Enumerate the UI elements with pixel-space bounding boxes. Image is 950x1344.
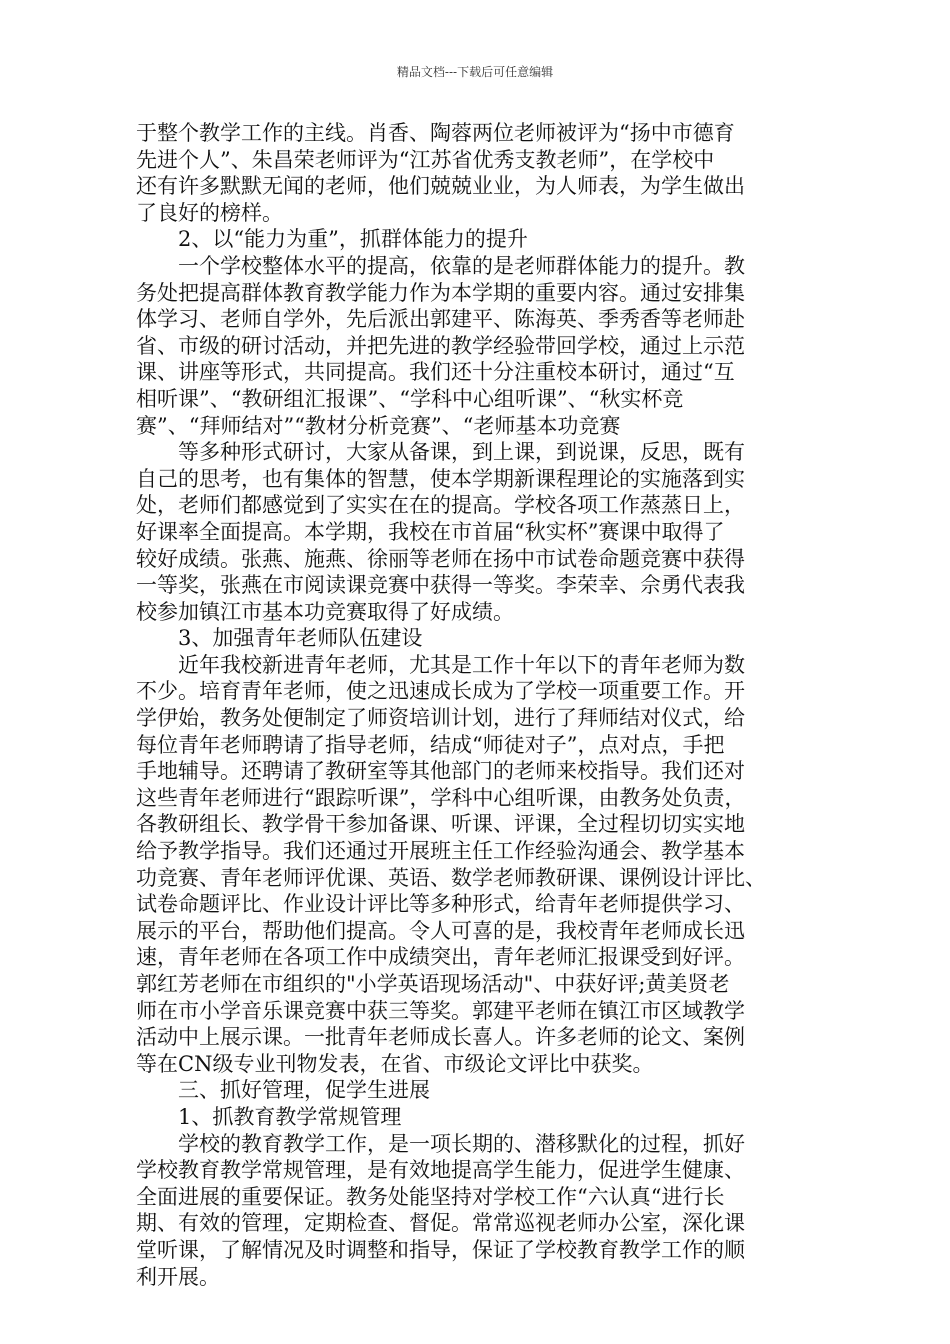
text-line: 等在CN级专业刊物发表，在省、市级论文评比中获奖。: [136, 1051, 654, 1076]
text-line: 展示的平台，帮助他们提高。令人可喜的是，我校青年老师成长迅: [136, 918, 745, 943]
text-line: 处，老师们都感觉到了实实在在的提高。学校各项工作蒸蒸日上，: [136, 493, 745, 518]
text-line: 一个学校整体水平的提高，依靠的是老师群体能力的提升。教: [178, 253, 745, 278]
text-line: 全面进展的重要保证。教务处能坚持对学校工作“六认真“进行长: [136, 1184, 725, 1209]
text-line: 三、抓好管理，促学生进展: [178, 1078, 430, 1103]
text-line: 学校的教育教学工作，是一项长期的、潜移默化的过程，抓好: [178, 1131, 745, 1156]
text-line: 利开展。: [136, 1264, 220, 1289]
text-line: 省、市级的研讨活动，并把先进的教学经验带回学校，通过上示范: [136, 333, 745, 358]
text-line: 手地辅导。还聘请了教研室等其他部门的老师来校指导。我们还对: [136, 759, 745, 784]
text-line: 活动中上展示课。一批青年老师成长喜人。许多老师的论文、案例: [136, 1025, 745, 1050]
text-line: 试卷命题评比、作业设计评比等多种形式，给青年老师提供学习、: [136, 892, 745, 917]
text-line: 务处把提高群体教育教学能力作为本学期的重要内容。通过安排集: [136, 280, 745, 305]
text-line: 堂听课，了解情况及时调整和指导，保证了学校教育教学工作的顺: [136, 1237, 745, 1262]
text-line: 先进个人”、朱昌荣老师评为“江苏省优秀支教老师”，在学校中: [136, 147, 715, 172]
text-line: 这些青年老师进行“跟踪听课”，学科中心组听课，由教务处负责，: [136, 785, 746, 810]
text-line: 于整个教学工作的主线。肖香、陶蓉两位老师被评为“扬中市德育: [136, 121, 735, 145]
text-line: 赛”、“拜师结对”“教材分析竞赛”、“老师基本功竞赛: [136, 413, 621, 438]
text-line: 了良好的榜样。: [136, 200, 283, 225]
text-line: 一等奖，张燕在市阅读课竞赛中获得一等奖。李荣幸、佘勇代表我: [136, 573, 745, 598]
page-header: 精品文档---下载后可任意编辑: [396, 65, 554, 79]
text-line: 学校教育教学常规管理，是有效地提高学生能力，促进学生健康、: [136, 1158, 745, 1183]
text-line: 郭红芳老师在市组织的"小学英语现场活动"、中获好评;黄美贤老: [136, 972, 730, 996]
text-line: 较好成绩。张燕、施燕、徐丽等老师在扬中市试卷命题竞赛中获得: [136, 546, 745, 571]
document-body: [136, 120, 816, 1290]
text-line: 还有许多默默无闻的老师，他们兢兢业业，为人师表，为学生做出: [136, 174, 745, 199]
text-line: 好课率全面提高。本学期，我校在市首届“秋实杯”赛课中取得了: [136, 519, 725, 544]
text-line: 1、抓教育教学常规管理: [178, 1104, 402, 1129]
text-line: 3、加强青年老师队伍建设: [178, 626, 423, 651]
text-line: 体学习、老师自学外，先后派出郭建平、陈海英、季秀香等老师赴: [136, 307, 745, 332]
text-line: 每位青年老师聘请了指导老师，结成“师徒对子”，点对点，手把: [136, 732, 725, 757]
text-line: 速，青年老师在各项工作中成绩突出，青年老师汇报课受到好评。: [136, 945, 745, 970]
text-line: 期、有效的管理，定期检查、督促。常常巡视老师办公室，深化课: [136, 1211, 745, 1236]
text-line: 相听课”、“教研组汇报课”、“学科中心组听课”、“秋实杯竞: [136, 386, 684, 411]
text-line: 功竞赛、青年老师评优课、英语、数学老师教研课、课例设计评比、: [136, 865, 766, 890]
text-line: 校参加镇江市基本功竞赛取得了好成绩。: [136, 599, 514, 624]
text-line: 不少。培育青年老师，使之迅速成长成为了学校一项重要工作。开: [136, 679, 745, 704]
text-line: 给予教学指导。我们还通过开展班主任工作经验沟通会、教学基本: [136, 839, 745, 864]
text-line: 2、以“能力为重”，抓群体能力的提升: [178, 227, 528, 252]
text-line: 等多种形式研讨，大家从备课，到上课，到说课，反思，既有: [178, 440, 745, 465]
text-line: 自己的思考，也有集体的智慧，使本学期新课程理论的实施落到实: [136, 466, 745, 491]
text-line: 师在市小学音乐课竞赛中获三等奖。郭建平老师在镇江市区域教学: [136, 998, 745, 1023]
text-line: 近年我校新进青年老师，尤其是工作十年以下的青年老师为数: [178, 652, 745, 677]
text-line: 课、讲座等形式，共同提高。我们还十分注重校本研讨，通过“互: [136, 360, 735, 385]
text-line: 学伊始，教务处便制定了师资培训计划，进行了拜师结对仪式，给: [136, 706, 745, 731]
text-line: 各教研组长、教学骨干参加备课、听课、评课，全过程切切实实地: [136, 812, 745, 837]
